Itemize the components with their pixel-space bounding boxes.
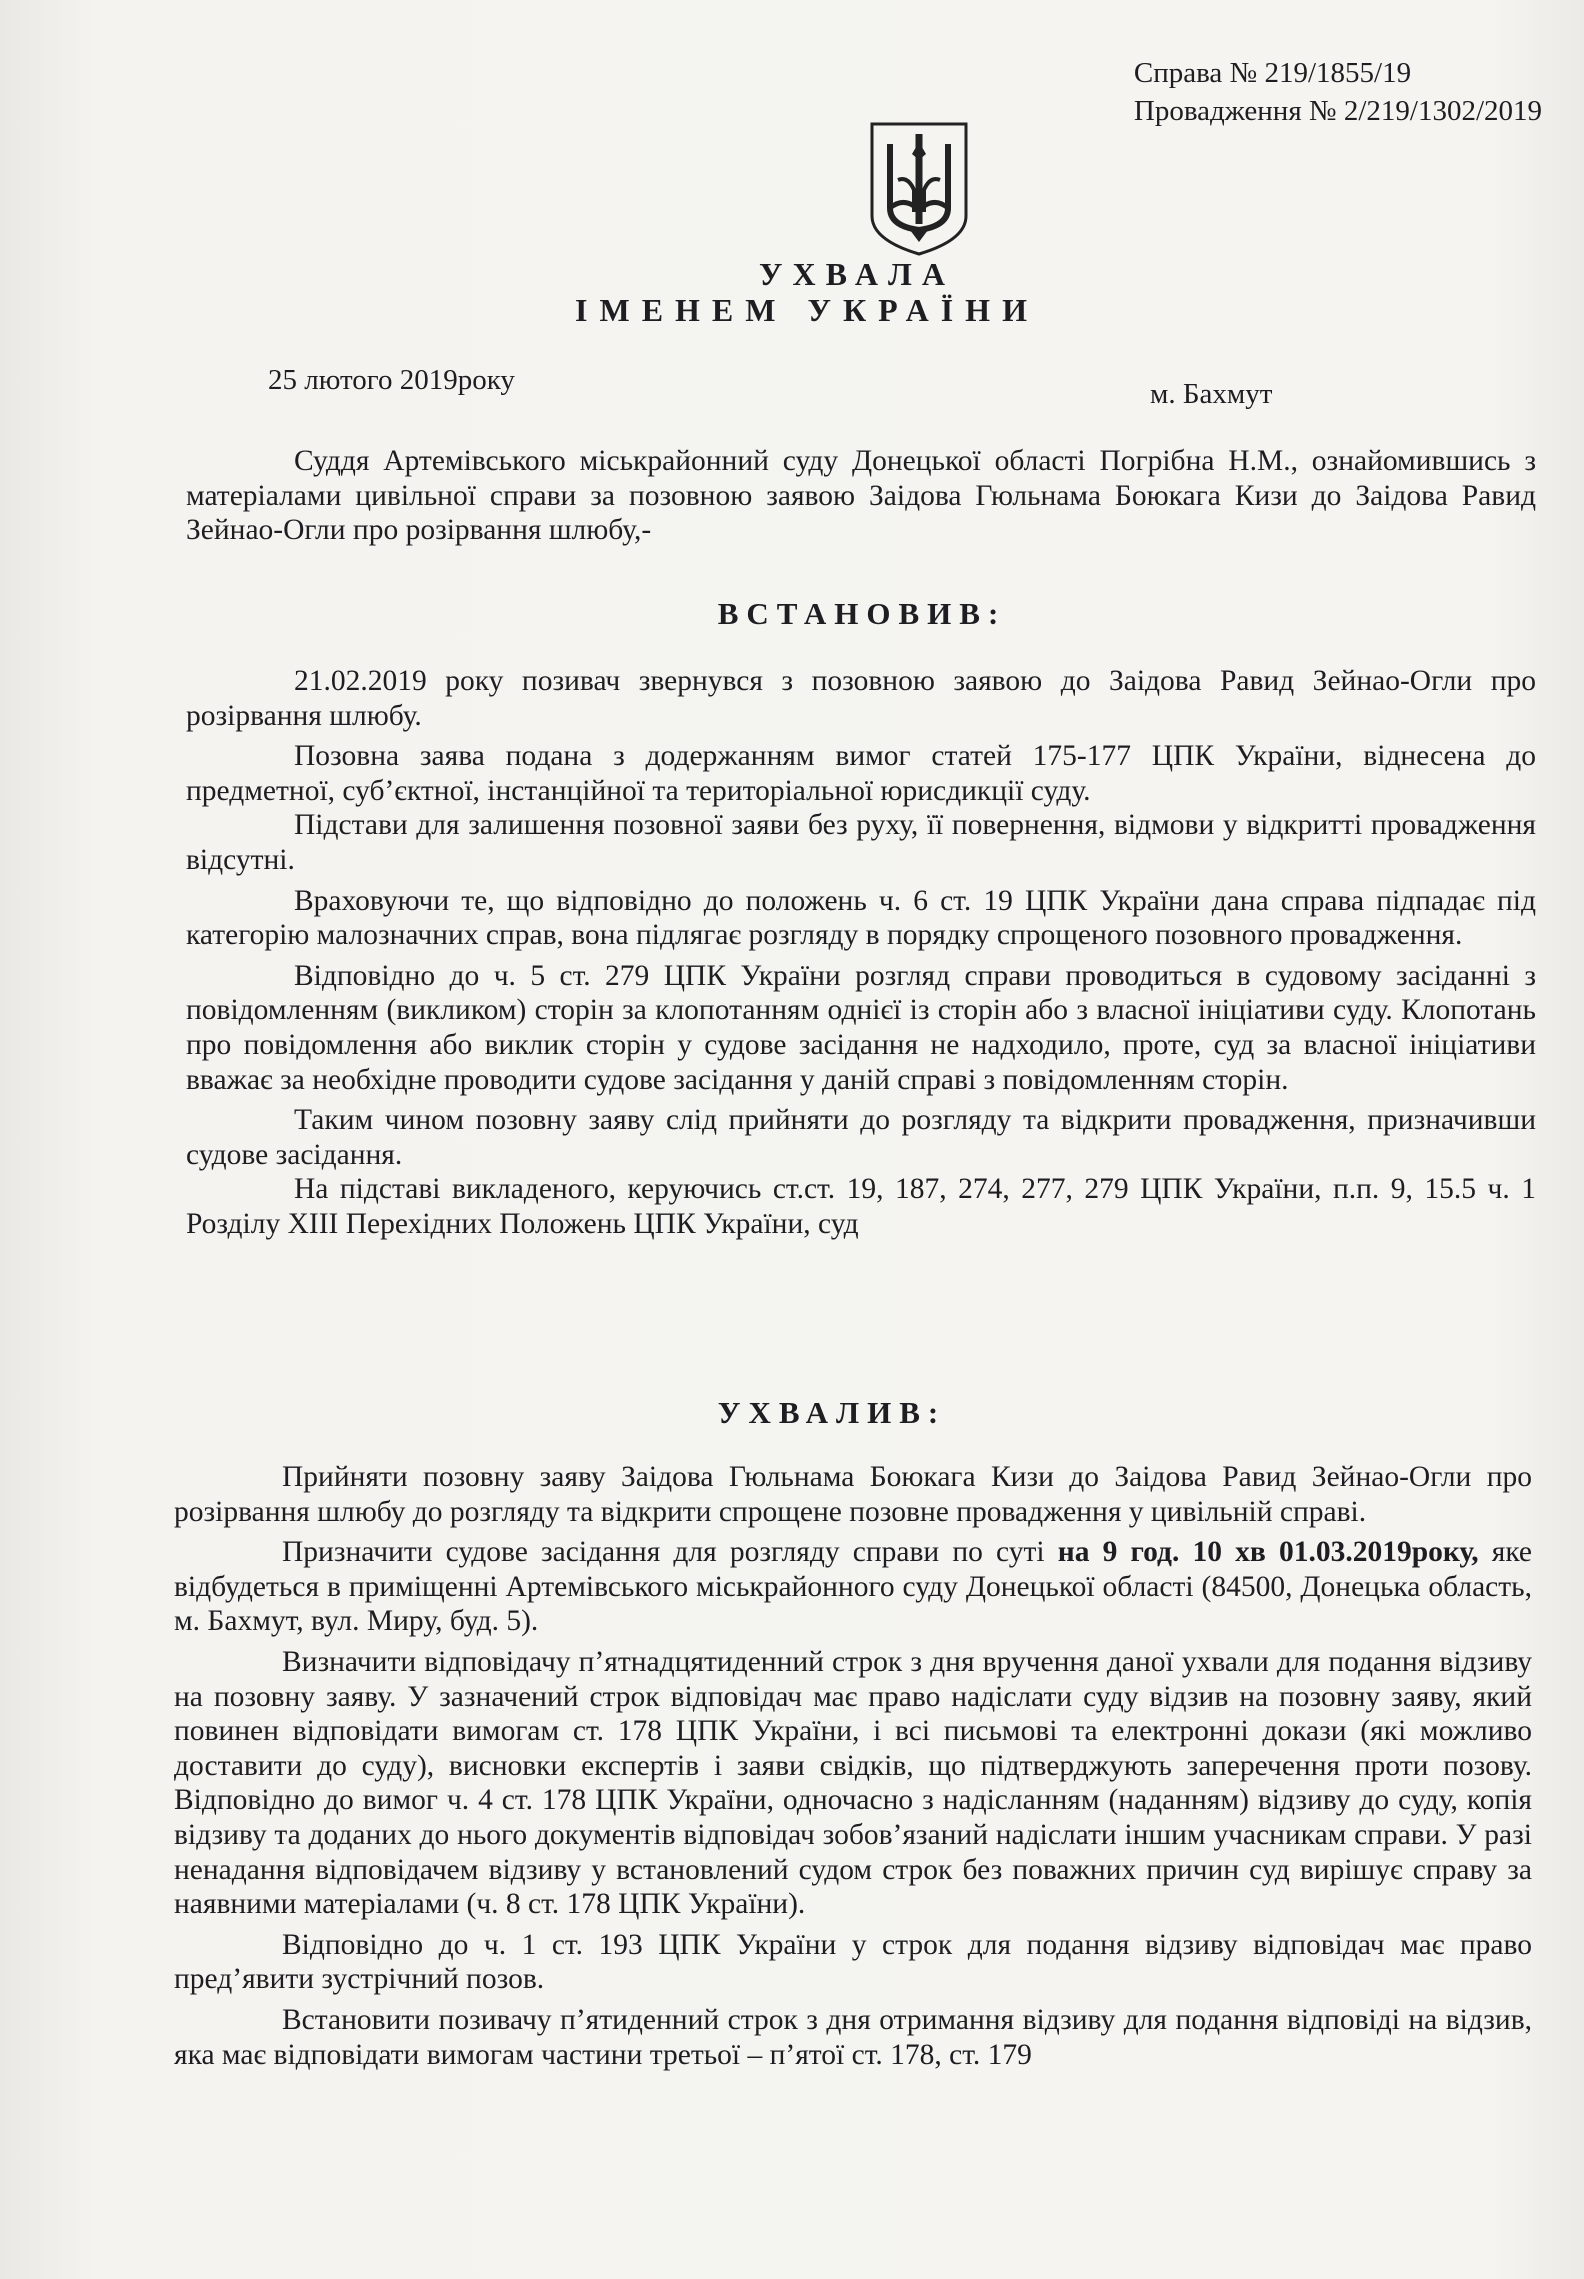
hearing-text-start: Призначити судове засідання для розгляду справи по суті (282, 1536, 1058, 1569)
proceeding-number: Провадження № 2/219/1302/2019 (1133, 95, 1542, 127)
paragraph: Відповідно до ч. 1 ст. 193 ЦПК України у строк для подання відзиву відповідач має право пред’явити зустрічний позов. (174, 1928, 1532, 1996)
trident-coat-of-arms-icon (868, 120, 970, 258)
paragraph: Враховуючи те, що відповідно до положень ч. 6 ст. 19 ЦПК України дана справа підпадає під категорію малозначних справ, вона підлягає розгляду в порядку спрощеного позовного провадження. (186, 884, 1536, 952)
document-date: 25 лютого 2019року (268, 364, 515, 396)
document-subtitle: ІМЕНЕМ УКРАЇНИ (575, 292, 1039, 328)
hearing-paragraph (174, 1535, 1532, 1639)
established-heading: ВСТАНОВИВ: (717, 596, 1007, 631)
ruled-heading: УХВАЛИВ: (717, 1395, 947, 1430)
hearing-time: на 9 год. 10 хв 01.03.2019року, (1057, 1536, 1479, 1569)
paragraph: 21.02.2019 року позивач звернувся з позовною заявою до Заідова Равид Зейнао-Огли про розірвання шлюбу. (186, 665, 1536, 732)
paragraph: Таким чином позовну заяву слід прийняти до розгляду та відкрити провадження, призначивши судове засідання. (186, 1104, 1536, 1171)
intro-paragraph: Суддя Артемівського міськрайонний суду Донецької області Погрібна Н.М., ознайомившись з матеріалами цивільної справи за позовною заявою Заідова Гюльнама Боюкага Кизи до Заідова Равид Зейнао-Огли про розірвання шлюбу,- (186, 445, 1536, 547)
paragraph: Позовна заява подана з додержанням вимог статей 175-177 ЦПК України, віднесена до предметної, суб’єктної, інстанційної та територіальної юрисдикції суду. (186, 740, 1536, 807)
established-section (186, 664, 1536, 1242)
case-info (1134, 54, 1542, 130)
case-number: Справа № 219/1855/19 (1133, 57, 1412, 89)
paragraph: Визначити відповідачу п’ятнадцятиденний строк з дня вручення даної ухвали для подання відзиву на позовну заяву. У зазначений строк відповідач має право надіслати суду відзив на позовну заяву, який повинен відповідати вимогам ст. 178 ЦПК України, і всі письмові та електронні докази (які можливо доставити до суду), висновки експертів і заяви свідків, що підтверджують заперечення проти позову. Відповідно до вимог ч. 4 ст. 178 ЦПК України, одночасно з надісланням (наданням) відзиву до суду, копія відзиву та доданих до нього документів відповідач зобов’язаний надіслати іншим учасникам справи. У разі ненадання відповідачем відзиву у встановлений судом строк без поважних причин суд вирішує справу за наявними матеріалами (ч. 8 ст. 178 ЦПК України). (174, 1645, 1532, 1921)
intro-section (186, 444, 1536, 548)
hearing-text-end: яке відбудеться в приміщенні Артемівського міськрайонного суду Донецької області (84500, Донецька область, м. Бахмут, вул. Миру, буд. 5). (174, 1536, 1533, 1638)
document-city: м. Бахмут (1150, 378, 1273, 410)
document-title: УХВАЛА (759, 256, 955, 292)
paragraph: Прийняти позовну заяву Заідова Гюльнама Боюкага Кизи до Заідова Равид Зейнао-Огли про розірвання шлюбу до розгляду та відкрити спрощене позовне провадження у цивільній справі. (174, 1461, 1532, 1528)
paragraph: Відповідно до ч. 5 ст. 279 ЦПК України розгляд справи проводиться в судовому засіданні з повідомленням (викликом) сторін за клопотанням однієї із сторін або з власної ініціативи суду. Клопотань про повідомлення або виклик сторін у судове засідання не надходило, проте, суд за власної ініціативи вважає за необхідне проводити судове засідання у даній справі з повідомленням сторін. (186, 959, 1536, 1096)
ruled-section (174, 1460, 1532, 2078)
paragraph: Підстави для залишення позовної заяви без руху, її повернення, відмови у відкритті провадження відсутні. (186, 809, 1536, 876)
paragraph: Встановити позивачу п’ятиденний строк з дня отримання відзиву для подання відповіді на відзив, яка має відповідати вимогам частини третьої – п’ятої ст. 178, ст. 179 (174, 2003, 1532, 2071)
paragraph: На підставі викладеного, керуючись ст.ст. 19, 187, 274, 277, 279 ЦПК України, п.п. 9, 15.5 ч. 1 Розділу XIII Перехідних Положень ЦПК України, суд (186, 1173, 1536, 1240)
